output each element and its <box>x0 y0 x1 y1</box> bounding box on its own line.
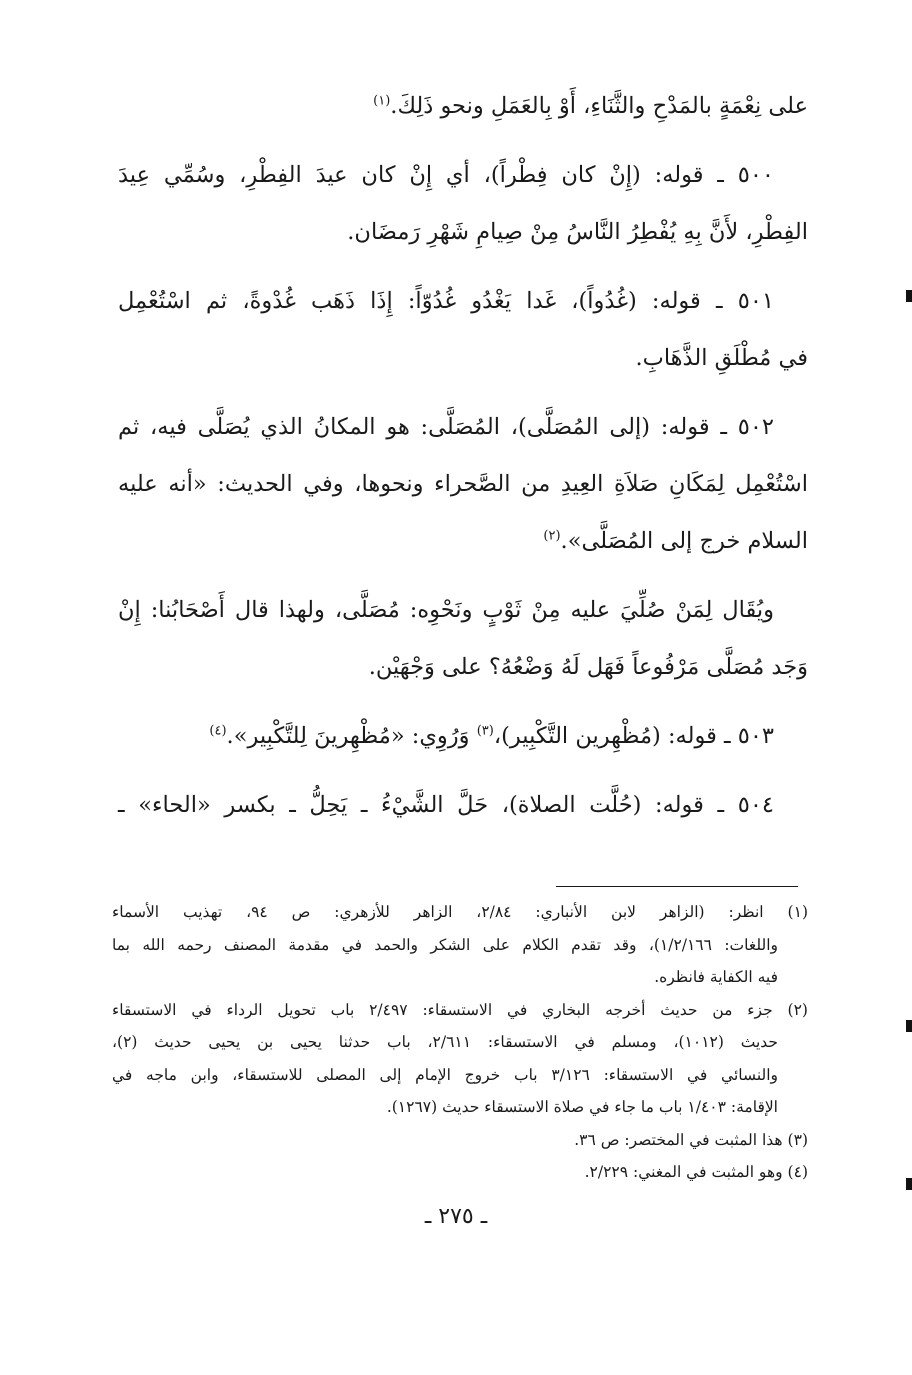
text-line: السلام خرج إلى المُصَلَّى».$^{(٢)}$ <box>543 528 808 554</box>
footnote <box>112 994 808 1124</box>
scan-edge-mark <box>906 1178 912 1190</box>
footnote <box>112 896 808 994</box>
text-line: وَجَد مُصَلَّى مَرْفُوعاً فَهَل لَهُ وَضْعُهُ؟ على وَجْهَيْن. <box>368 654 808 680</box>
footnote-line: الإقامة: ١/٤٠٣ باب ما جاء في صلاة الاستسقاء حديث (١٢٦٧). <box>386 1098 778 1116</box>
text-line: ٥٠٣ ـ قوله: (مُظْهِرين التَّكْبِير)،$^{(٣)}$ وَرُوِي: «مُظْهِرينَ لِلتَّكْبِير».$^{(٤)}$ <box>209 723 774 749</box>
footnote-line: (٤) وهو المثبت في المغني: ٢/٢٢٩. <box>584 1163 808 1181</box>
footnote-number: (٢) <box>787 1000 808 1019</box>
text-line: الفِطْرِ، لأَنَّ بِهِ يُفْطِرُ النَّاسُ مِنْ صِيامِ شَهْرِ رَمضَان. <box>347 219 808 245</box>
paragraph <box>118 777 808 834</box>
footnote-ref[interactable]: (٣) <box>476 723 494 739</box>
footnote-number: (١) <box>787 903 808 921</box>
paragraph <box>118 147 808 261</box>
footnote-ref[interactable]: (٤) <box>209 723 227 739</box>
footnote-line: والنسائي في الاستسقاء: ٣/١٢٦ باب خروج الإمام إلى المصلى للاستسقاء، وابن ماجه في <box>112 1065 779 1084</box>
scan-edge-mark <box>906 290 912 302</box>
footnote-number: (٣) <box>787 1130 808 1149</box>
footnote-line: واللغات: ١/٢/١٦٦)، وقد تقدم الكلام على الشكر والحمد في مقدمة المصنف رحمه الله بما <box>112 935 778 954</box>
footnote-number: (٤) <box>787 1163 808 1181</box>
page-number: ـ ٢٧٥ ـ <box>424 1204 488 1229</box>
footnote <box>112 1156 808 1189</box>
footnote-ref[interactable]: (٢) <box>543 528 561 544</box>
footnote-line: فيه الكفاية فانظره. <box>654 968 778 986</box>
footnote-line: (٣) هذا المثبت في المختصر: ص ٣٦. <box>574 1130 808 1149</box>
text-line: في مُطْلَقِ الذَّهَابِ. <box>635 345 808 371</box>
text-line: ٥٠١ ـ قوله: (غُدُواً)، غَدا يَغْدُو غُدُوّاً: إِذَا ذَهَب غُدْوةً، ثم اسْتُعْمِل <box>118 288 774 314</box>
scan-edge-mark <box>906 1020 912 1032</box>
text-line: ٥٠٠ ـ قوله: (إِنْ كان فِطْراً)، أي إِنْ كان عيدَ الفِطْرِ، وسُمِّي عِيدَ <box>118 162 774 188</box>
footnote-ref[interactable]: (١) <box>373 93 391 109</box>
footnote <box>112 1124 808 1157</box>
paragraph <box>118 273 808 387</box>
text-line: ٥٠٢ ـ قوله: (إلى المُصَلَّى)، المُصَلَّى: هو المكانُ الذي يُصَلَّى فيه، ثم <box>118 414 774 440</box>
text-line: ٥٠٤ ـ قوله: (حُلَّت الصلاة)، حَلَّ الشَّيْءُ ـ يَحِلُّ ـ بكسر «الحاء» ـ <box>118 792 774 818</box>
main-text <box>118 78 808 846</box>
paragraph <box>118 708 808 765</box>
footnote-separator <box>556 886 798 887</box>
footnote-line: (٢) جزء من حديث أخرجه البخاري في الاستسقاء: ٢/٤٩٧ باب تحويل الرداء في الاستسقاء <box>112 1000 808 1019</box>
text-line: اسْتُعْمِل لِمَكَانِ صَلاَةِ العِيدِ من الصَّحراء ونحوها، وفي الحديث: «أنه عليه <box>118 471 808 497</box>
footnote-line: (١) انظر: (الزاهر لابن الأنباري: ٢/٨٤، الزاهر للأزهري: ص ٩٤، تهذيب الأسماء <box>112 903 808 921</box>
paragraph <box>118 78 808 135</box>
text-line: ويُقَال لِمَنْ صُلِّيَ عليه مِنْ ثَوْبٍ ونَحْوِه: مُصَلَّى، ولهذا قال أَصْحَابُنا: إِنْ <box>118 597 774 623</box>
text-line: على نِعْمَةٍ بالمَدْحِ والثَّنَاءِ، أَوْ بِالعَمَلِ ونحو ذَلِكَ.$^{(١)}$ <box>373 93 808 119</box>
paragraph <box>118 582 808 696</box>
paragraph <box>118 399 808 570</box>
footnotes <box>112 896 808 1189</box>
footnote-line: حديث (١٠١٢)، ومسلم في الاستسقاء: ٢/٦١١، باب حدثنا يحيى بن يحيى حديث (٢)، <box>112 1033 778 1051</box>
